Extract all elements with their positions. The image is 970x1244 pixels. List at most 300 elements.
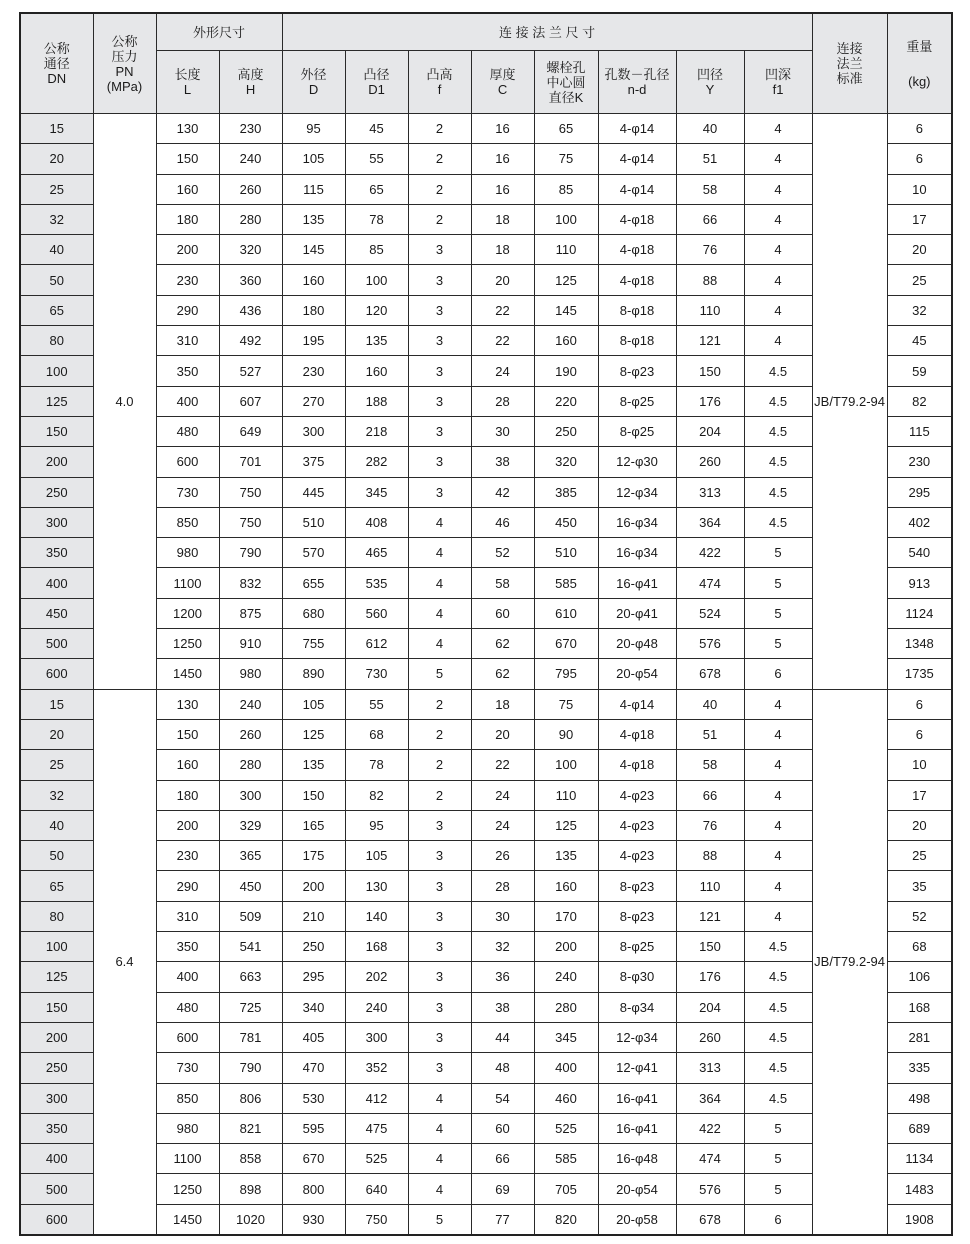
cell-outer-diameter: 470 [282,1053,345,1083]
cell-bolt-circle-diameter: 100 [534,750,598,780]
cell-bolt-circle-diameter: 145 [534,295,598,325]
cell-nominal-diameter: 65 [20,871,93,901]
cell-bolt-circle-diameter: 320 [534,447,598,477]
cell-thickness: 20 [471,719,534,749]
cell-bolt-circle-diameter: 110 [534,780,598,810]
cell-outer-diameter: 210 [282,901,345,931]
cell-bolt-holes: 8-φ30 [598,962,676,992]
cell-thickness: 22 [471,326,534,356]
cell-recess-depth: 4 [744,144,812,174]
cell-thickness: 52 [471,538,534,568]
cell-bolt-circle-diameter: 90 [534,719,598,749]
cell-recess-diameter: 150 [676,356,744,386]
cell-thickness: 58 [471,568,534,598]
cell-height: 260 [219,719,282,749]
header-recess-diameter-symbol: Y [705,82,715,97]
cell-weight: 6 [887,689,952,719]
header-dn-line-3: DN [47,71,67,86]
cell-bolt-holes: 12-φ34 [598,1022,676,1052]
cell-height: 781 [219,1022,282,1052]
header-bolt-holes-label: 孔数－孔径 [604,67,670,82]
cell-outer-diameter: 150 [282,780,345,810]
cell-nominal-pressure: 6.4 [93,689,156,1235]
cell-thickness: 28 [471,386,534,416]
cell-bolt-holes: 12-φ30 [598,447,676,477]
header-height [219,51,282,114]
cell-bolt-circle-diameter: 795 [534,659,598,689]
cell-length: 1100 [156,1144,219,1174]
cell-bolt-circle-diameter: 220 [534,386,598,416]
cell-length: 230 [156,265,219,295]
cell-nominal-pressure: 4.0 [93,114,156,690]
cell-thickness: 30 [471,416,534,446]
cell-recess-diameter: 678 [676,659,744,689]
cell-raised-face-height: 3 [408,447,471,477]
cell-raised-face-diameter: 140 [345,901,408,931]
cell-nominal-diameter: 400 [20,1144,93,1174]
cell-length: 1250 [156,1174,219,1204]
cell-bolt-holes: 8-φ23 [598,356,676,386]
cell-recess-depth: 4 [744,871,812,901]
flange-standard-line-1: JB/T [814,954,841,970]
cell-recess-depth: 4.5 [744,1022,812,1052]
cell-bolt-holes: 8-φ25 [598,386,676,416]
cell-bolt-holes: 12-φ41 [598,1053,676,1083]
cell-raised-face-height: 3 [408,841,471,871]
cell-nominal-diameter: 80 [20,901,93,931]
cell-length: 730 [156,477,219,507]
cell-bolt-holes: 4-φ14 [598,144,676,174]
cell-outer-diameter: 570 [282,538,345,568]
cell-raised-face-diameter: 465 [345,538,408,568]
cell-raised-face-height: 2 [408,174,471,204]
cell-nominal-diameter: 500 [20,1174,93,1204]
cell-thickness: 18 [471,689,534,719]
cell-raised-face-height: 4 [408,598,471,628]
header-thickness [471,51,534,114]
cell-weight: 335 [887,1053,952,1083]
cell-raised-face-height: 4 [408,1113,471,1143]
header-length-label: 长度 [174,67,201,82]
header-bolt-circle-line-3: 直径K [548,89,584,105]
cell-recess-depth: 4.5 [744,932,812,962]
cell-bolt-circle-diameter: 65 [534,114,598,144]
cell-thickness: 38 [471,447,534,477]
cell-height: 240 [219,689,282,719]
cell-thickness: 16 [471,144,534,174]
cell-raised-face-diameter: 130 [345,871,408,901]
cell-outer-diameter: 195 [282,326,345,356]
cell-weight: 913 [887,568,952,598]
header-pn-line-4: (MPa) [106,78,143,94]
cell-bolt-holes: 8-φ18 [598,295,676,325]
cell-nominal-diameter: 200 [20,447,93,477]
cell-recess-diameter: 364 [676,1083,744,1113]
cell-raised-face-height: 3 [408,871,471,901]
cell-raised-face-diameter: 100 [345,265,408,295]
cell-raised-face-height: 4 [408,1083,471,1113]
cell-raised-face-diameter: 750 [345,1204,408,1235]
cell-length: 350 [156,356,219,386]
cell-weight: 59 [887,356,952,386]
cell-length: 400 [156,386,219,416]
cell-weight: 498 [887,1083,952,1113]
cell-nominal-diameter: 100 [20,356,93,386]
cell-thickness: 69 [471,1174,534,1204]
cell-height: 1020 [219,1204,282,1235]
cell-recess-depth: 5 [744,1113,812,1143]
cell-raised-face-height: 5 [408,1204,471,1235]
cell-raised-face-diameter: 85 [345,235,408,265]
cell-outer-diameter: 175 [282,841,345,871]
cell-weight: 1735 [887,659,952,689]
cell-outer-diameter: 200 [282,871,345,901]
header-std-line-2: 法兰 [836,56,863,71]
cell-bolt-holes: 8-φ18 [598,326,676,356]
cell-weight: 20 [887,810,952,840]
cell-raised-face-diameter: 218 [345,416,408,446]
cell-recess-depth: 4.5 [744,477,812,507]
cell-outer-diameter: 340 [282,992,345,1022]
cell-recess-diameter: 121 [676,901,744,931]
cell-recess-depth: 4 [744,204,812,234]
header-nominal-pressure [93,13,156,114]
cell-bolt-circle-diameter: 170 [534,901,598,931]
cell-height: 750 [219,477,282,507]
cell-recess-diameter: 40 [676,114,744,144]
header-outline-dimensions: 外形尺寸 [156,13,282,51]
cell-raised-face-height: 2 [408,144,471,174]
cell-raised-face-height: 5 [408,659,471,689]
cell-nominal-diameter: 350 [20,1113,93,1143]
cell-height: 725 [219,992,282,1022]
cell-recess-diameter: 150 [676,932,744,962]
cell-outer-diameter: 755 [282,629,345,659]
header-length [156,51,219,114]
cell-bolt-circle-diameter: 125 [534,265,598,295]
cell-raised-face-diameter: 282 [345,447,408,477]
cell-recess-depth: 4.5 [744,416,812,446]
cell-recess-diameter: 260 [676,447,744,477]
cell-nominal-diameter: 600 [20,1204,93,1235]
cell-height: 280 [219,204,282,234]
header-raised-face-diameter-label: 凸径 [363,67,390,82]
cell-height: 365 [219,841,282,871]
cell-weight: 20 [887,235,952,265]
cell-length: 180 [156,780,219,810]
cell-recess-diameter: 121 [676,326,744,356]
cell-thickness: 22 [471,750,534,780]
cell-bolt-holes: 4-φ18 [598,235,676,265]
header-pn-line-3: PN [115,63,134,79]
table-row [20,689,952,719]
header-pn-line-2: 压力 [111,48,138,64]
header-flange-dimensions: 连 接 法 兰 尺 寸 [282,13,812,51]
cell-weight: 1483 [887,1174,952,1204]
cell-outer-diameter: 135 [282,750,345,780]
cell-bolt-holes: 12-φ34 [598,477,676,507]
cell-raised-face-diameter: 55 [345,144,408,174]
cell-recess-diameter: 422 [676,538,744,568]
cell-outer-diameter: 595 [282,1113,345,1143]
cell-length: 290 [156,295,219,325]
cell-recess-depth: 6 [744,659,812,689]
cell-raised-face-diameter: 535 [345,568,408,598]
cell-length: 160 [156,750,219,780]
cell-recess-diameter: 176 [676,962,744,992]
cell-bolt-holes: 4-φ18 [598,204,676,234]
cell-raised-face-diameter: 560 [345,598,408,628]
cell-outer-diameter: 530 [282,1083,345,1113]
cell-bolt-holes: 8-φ25 [598,932,676,962]
cell-recess-depth: 6 [744,1204,812,1235]
cell-outer-diameter: 115 [282,174,345,204]
cell-thickness: 18 [471,204,534,234]
cell-bolt-circle-diameter: 125 [534,810,598,840]
header-raised-face-height [408,51,471,114]
cell-length: 400 [156,962,219,992]
cell-nominal-diameter: 300 [20,507,93,537]
cell-recess-diameter: 66 [676,204,744,234]
header-raised-face-height-label: 凸高 [426,67,453,82]
cell-bolt-holes: 4-φ23 [598,810,676,840]
cell-nominal-diameter: 15 [20,689,93,719]
cell-raised-face-height: 4 [408,1144,471,1174]
spec-table-container [19,12,953,1236]
cell-thickness: 42 [471,477,534,507]
cell-recess-depth: 4.5 [744,1053,812,1083]
cell-raised-face-diameter: 78 [345,204,408,234]
cell-nominal-diameter: 50 [20,265,93,295]
cell-length: 200 [156,810,219,840]
cell-raised-face-height: 2 [408,719,471,749]
cell-nominal-diameter: 32 [20,780,93,810]
cell-length: 980 [156,1113,219,1143]
cell-bolt-holes: 20-φ54 [598,659,676,689]
cell-bolt-circle-diameter: 200 [534,932,598,962]
cell-raised-face-diameter: 475 [345,1113,408,1143]
cell-recess-depth: 5 [744,538,812,568]
cell-bolt-holes: 8-φ34 [598,992,676,1022]
cell-bolt-circle-diameter: 240 [534,962,598,992]
cell-nominal-diameter: 25 [20,174,93,204]
cell-outer-diameter: 375 [282,447,345,477]
cell-bolt-circle-diameter: 100 [534,204,598,234]
cell-thickness: 54 [471,1083,534,1113]
cell-raised-face-diameter: 78 [345,750,408,780]
cell-bolt-circle-diameter: 110 [534,235,598,265]
cell-length: 730 [156,1053,219,1083]
cell-height: 821 [219,1113,282,1143]
header-std-line-1: 连接 [836,41,863,56]
cell-nominal-diameter: 350 [20,538,93,568]
cell-weight: 32 [887,295,952,325]
cell-outer-diameter: 160 [282,265,345,295]
cell-recess-diameter: 40 [676,689,744,719]
cell-outer-diameter: 250 [282,932,345,962]
cell-thickness: 44 [471,1022,534,1052]
cell-height: 790 [219,1053,282,1083]
header-recess-depth-label: 凹深 [765,67,792,82]
cell-raised-face-height: 3 [408,235,471,265]
cell-recess-depth: 4 [744,689,812,719]
cell-weight: 6 [887,719,952,749]
cell-nominal-diameter: 80 [20,326,93,356]
cell-bolt-circle-diameter: 190 [534,356,598,386]
cell-recess-depth: 4.5 [744,507,812,537]
cell-bolt-holes: 16-φ41 [598,1083,676,1113]
cell-height: 360 [219,265,282,295]
cell-bolt-holes: 4-φ14 [598,689,676,719]
cell-recess-diameter: 88 [676,265,744,295]
cell-raised-face-height: 3 [408,901,471,931]
cell-length: 600 [156,1022,219,1052]
cell-recess-diameter: 88 [676,841,744,871]
cell-recess-diameter: 204 [676,992,744,1022]
cell-recess-diameter: 260 [676,1022,744,1052]
cell-raised-face-diameter: 412 [345,1083,408,1113]
cell-raised-face-height: 2 [408,114,471,144]
cell-raised-face-height: 3 [408,416,471,446]
cell-weight: 1124 [887,598,952,628]
cell-recess-diameter: 474 [676,568,744,598]
cell-outer-diameter: 125 [282,719,345,749]
cell-bolt-circle-diameter: 610 [534,598,598,628]
cell-nominal-diameter: 50 [20,841,93,871]
cell-recess-diameter: 204 [676,416,744,446]
cell-thickness: 16 [471,114,534,144]
cell-raised-face-diameter: 202 [345,962,408,992]
cell-outer-diameter: 180 [282,295,345,325]
cell-recess-diameter: 313 [676,1053,744,1083]
cell-bolt-holes: 8-φ23 [598,871,676,901]
cell-recess-depth: 4.5 [744,356,812,386]
cell-recess-diameter: 364 [676,507,744,537]
header-raised-face-diameter-symbol: D1 [368,82,385,97]
cell-outer-diameter: 680 [282,598,345,628]
header-raised-face-height-symbol: f [437,82,442,97]
header-recess-depth [744,51,812,114]
cell-bolt-circle-diameter: 160 [534,326,598,356]
cell-raised-face-diameter: 640 [345,1174,408,1204]
cell-recess-depth: 4.5 [744,1083,812,1113]
cell-weight: 230 [887,447,952,477]
cell-weight: 25 [887,841,952,871]
cell-raised-face-height: 3 [408,962,471,992]
cell-recess-depth: 4.5 [744,386,812,416]
cell-height: 436 [219,295,282,325]
cell-thickness: 24 [471,780,534,810]
cell-bolt-holes: 8-φ23 [598,901,676,931]
cell-nominal-diameter: 250 [20,1053,93,1083]
cell-weight: 82 [887,386,952,416]
cell-raised-face-height: 3 [408,265,471,295]
cell-thickness: 62 [471,659,534,689]
cell-recess-diameter: 313 [676,477,744,507]
cell-length: 350 [156,932,219,962]
cell-weight: 295 [887,477,952,507]
cell-raised-face-height: 4 [408,538,471,568]
cell-bolt-holes: 4-φ18 [598,265,676,295]
header-height-label: 高度 [237,67,264,82]
header-bolt-circle-diameter [534,51,598,114]
cell-length: 160 [156,174,219,204]
cell-raised-face-diameter: 612 [345,629,408,659]
header-outer-diameter [282,51,345,114]
cell-outer-diameter: 145 [282,235,345,265]
cell-length: 130 [156,689,219,719]
cell-thickness: 60 [471,1113,534,1143]
header-recess-diameter-label: 凹径 [697,67,724,82]
cell-thickness: 30 [471,901,534,931]
header-thickness-label: 厚度 [489,67,516,82]
cell-raised-face-diameter: 65 [345,174,408,204]
cell-bolt-holes: 4-φ23 [598,841,676,871]
header-recess-depth-symbol: f1 [772,82,784,97]
cell-weight: 540 [887,538,952,568]
header-pn-line-1: 公称 [111,33,138,49]
cell-weight: 17 [887,204,952,234]
cell-recess-depth: 4 [744,265,812,295]
cell-recess-diameter: 524 [676,598,744,628]
cell-recess-diameter: 576 [676,1174,744,1204]
cell-recess-diameter: 76 [676,235,744,265]
cell-raised-face-height: 4 [408,1174,471,1204]
cell-recess-diameter: 51 [676,144,744,174]
header-bolt-holes-symbol: n-d [627,82,647,97]
cell-recess-depth: 4 [744,719,812,749]
cell-height: 607 [219,386,282,416]
cell-recess-diameter: 110 [676,871,744,901]
cell-height: 750 [219,507,282,537]
cell-height: 910 [219,629,282,659]
cell-weight: 17 [887,780,952,810]
cell-bolt-holes: 16-φ34 [598,538,676,568]
cell-recess-diameter: 58 [676,750,744,780]
cell-flange-standard [812,689,887,1235]
cell-length: 1450 [156,1204,219,1235]
cell-bolt-circle-diameter: 345 [534,1022,598,1052]
cell-height: 790 [219,538,282,568]
cell-height: 260 [219,174,282,204]
cell-recess-depth: 5 [744,629,812,659]
cell-outer-diameter: 405 [282,1022,345,1052]
cell-height: 300 [219,780,282,810]
cell-raised-face-diameter: 188 [345,386,408,416]
cell-recess-depth: 4.5 [744,447,812,477]
cell-nominal-diameter: 20 [20,719,93,749]
cell-nominal-diameter: 100 [20,932,93,962]
cell-height: 541 [219,932,282,962]
cell-bolt-holes: 4-φ18 [598,719,676,749]
cell-height: 320 [219,235,282,265]
cell-thickness: 20 [471,265,534,295]
header-flange-standard [812,13,887,114]
cell-outer-diameter: 510 [282,507,345,537]
cell-outer-diameter: 300 [282,416,345,446]
cell-raised-face-height: 2 [408,689,471,719]
cell-bolt-holes: 20-φ54 [598,1174,676,1204]
cell-nominal-diameter: 500 [20,629,93,659]
cell-weight: 6 [887,114,952,144]
cell-bolt-holes: 4-φ14 [598,174,676,204]
header-bolt-circle-line-1: 螺栓孔 [546,59,586,75]
cell-recess-depth: 4 [744,174,812,204]
header-bolt-circle-line-2: 中心圆 [546,74,586,90]
header-outer-diameter-symbol: D [308,82,319,97]
header-dn-line-1: 公称 [43,41,70,56]
cell-outer-diameter: 95 [282,114,345,144]
